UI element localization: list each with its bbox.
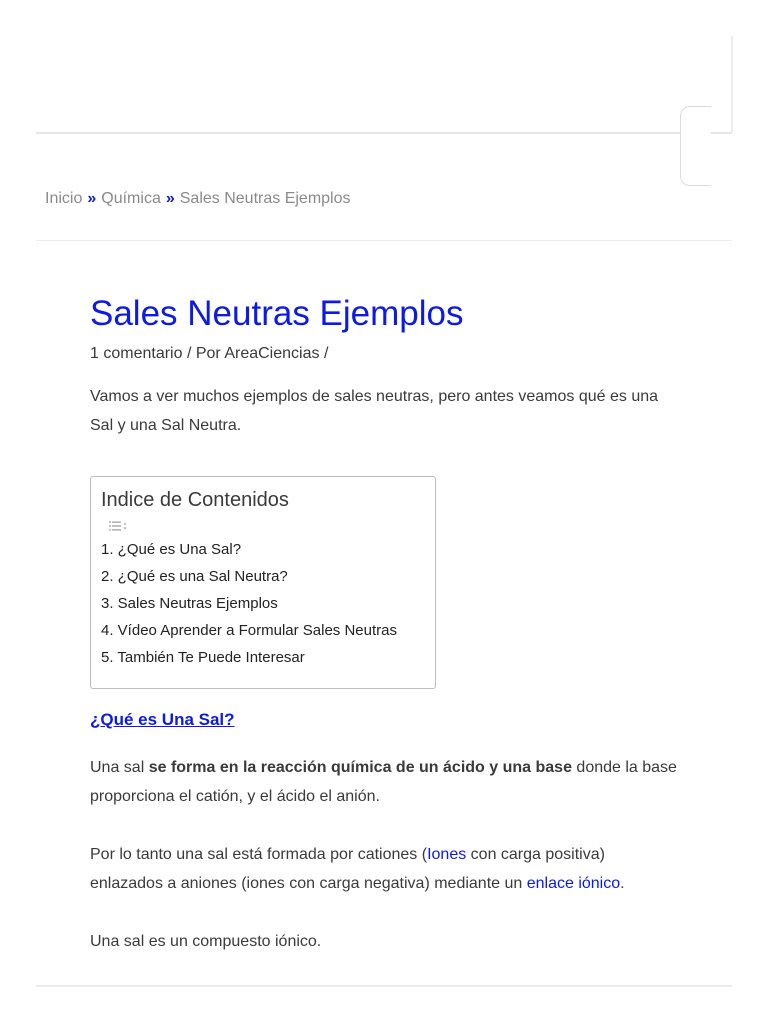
toc-item <box>101 590 425 617</box>
author-prefix: Por <box>195 345 221 362</box>
intro-paragraph: Vamos a ver muchos ejemplos de sales neutras, pero antes veamos qué es una Sal y una Sal Neutra. <box>90 388 659 434</box>
table-of-contents <box>90 476 436 689</box>
breadcrumb <box>45 190 351 208</box>
header-vertical-divider <box>731 36 733 132</box>
toc-item <box>101 644 425 671</box>
paragraph-composition <box>90 840 680 898</box>
breadcrumb-separator: » <box>87 190 97 207</box>
toc-link[interactable]: 5. También Te Puede Interesar <box>101 649 305 666</box>
side-menu-tab[interactable] <box>680 106 711 186</box>
toc-item <box>101 536 425 563</box>
toc-item <box>101 563 425 590</box>
toc-link[interactable]: 2. ¿Qué es una Sal Neutra? <box>101 568 288 585</box>
bold-text: se forma en la reacción química de un ácido y una base <box>148 759 572 776</box>
page-title: Sales Neutras Ejemplos <box>90 294 464 333</box>
list-toggle-icon <box>109 521 127 531</box>
text-segment: Una sal <box>90 759 149 776</box>
toc-list <box>101 536 425 671</box>
toc-link[interactable]: 4. Vídeo Aprender a Formular Sales Neutras <box>101 622 397 639</box>
author-link[interactable]: AreaCiencias <box>224 345 320 362</box>
toc-link[interactable]: 3. Sales Neutras Ejemplos <box>101 595 278 612</box>
section-heading-link[interactable]: ¿Qué es Una Sal? <box>90 710 235 729</box>
post-meta <box>90 345 680 363</box>
text-segment: Por lo tanto una sal está formada por cationes ( <box>90 846 428 863</box>
paragraph-definition <box>90 753 680 811</box>
text-segment: donde la base proporciona el catión, y el ácido el anión. <box>90 759 677 805</box>
breadcrumb-divider <box>36 240 732 241</box>
toc-toggle-button[interactable] <box>109 520 425 532</box>
toc-title: Indice de Contenidos <box>101 489 289 511</box>
breadcrumb-home[interactable]: Inicio <box>45 190 83 207</box>
breadcrumb-current: Sales Neutras Ejemplos <box>179 190 351 207</box>
enlace-ionico-link[interactable]: enlace iónico <box>526 875 621 892</box>
paragraph-ionic: Una sal es un compuesto iónico. <box>90 933 322 950</box>
comments-link[interactable]: 1 comentario <box>90 345 183 362</box>
article-header <box>90 290 680 440</box>
footer-divider <box>36 985 732 987</box>
breadcrumb-separator: » <box>165 190 175 207</box>
breadcrumb-category[interactable]: Química <box>101 190 161 207</box>
toc-item <box>101 617 425 644</box>
header-divider <box>36 132 732 134</box>
meta-divider: / <box>323 345 329 362</box>
iones-link[interactable]: Iones <box>427 846 467 863</box>
meta-divider: / <box>186 345 192 362</box>
text-segment: . <box>620 875 625 892</box>
text-segment: con carga positiva) enlazados a aniones (iones con carga negativa) mediante un <box>90 846 605 892</box>
toc-link[interactable]: 1. ¿Qué es Una Sal? <box>101 541 242 558</box>
